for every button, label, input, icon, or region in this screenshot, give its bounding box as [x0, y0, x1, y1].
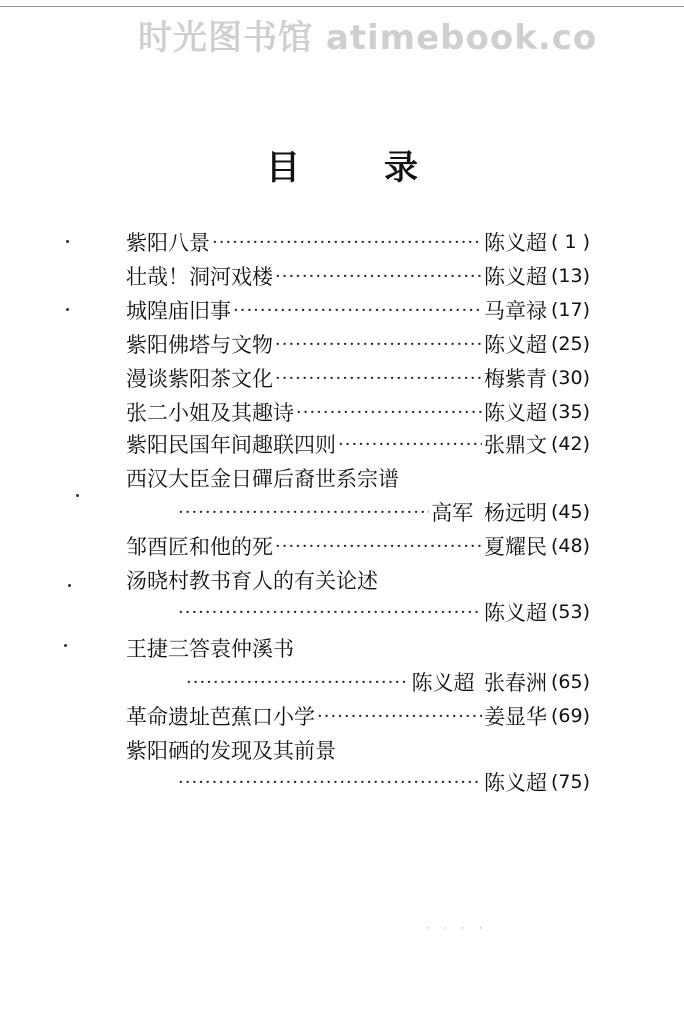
toc-entry-continuation: [176, 496, 590, 528]
entry-title: 城隍庙旧事: [126, 299, 231, 323]
leader-dots: [275, 334, 482, 355]
watermark: 时光图书馆 atimebook.co: [138, 18, 598, 58]
entry-page: (45): [550, 501, 590, 523]
entry-title: 紫阳佛塔与文物: [126, 333, 273, 357]
entry-title: 紫阳八景: [126, 231, 210, 255]
scan-artifact: · · · ·: [426, 924, 489, 934]
leader-dots: [178, 602, 482, 623]
entry-page: (69): [550, 705, 590, 727]
top-rule: [0, 6, 684, 7]
leader-dots: [212, 232, 482, 253]
entry-author: 陈义超: [483, 333, 547, 357]
entry-title: 紫阳民国年间趣联四则: [126, 433, 336, 457]
entry-author-2: 张春洲: [483, 671, 547, 695]
toc-entry-title-line: [126, 462, 590, 494]
scan-speck: [76, 494, 79, 497]
scan-speck: [68, 584, 71, 587]
toc-entry-continuation: [176, 766, 590, 798]
entry-author: 陈义超: [483, 401, 547, 425]
leader-dots: [275, 266, 482, 287]
leader-dots: [338, 434, 482, 455]
toc-entry: [126, 428, 590, 460]
leader-dots: [296, 402, 482, 423]
entry-author: 高军: [431, 501, 474, 525]
leader-dots: [178, 502, 429, 523]
toc-entry: [126, 362, 590, 394]
toc-entry: [126, 530, 590, 562]
scan-speck: [66, 308, 69, 311]
entry-author-2: 杨远明: [483, 501, 547, 525]
entry-author: 陈义超: [483, 601, 547, 625]
entry-title: 壮哉！洞河戏楼: [126, 265, 273, 289]
entry-author: 姜显华: [483, 705, 547, 729]
toc-entry: [126, 260, 590, 292]
entry-page: (13): [550, 265, 590, 287]
entry-title: 漫谈紫阳茶文化: [126, 367, 273, 391]
entry-author: 夏耀民: [483, 535, 547, 559]
entry-author: 梅紫青: [483, 367, 547, 391]
page-title: [0, 140, 684, 189]
entry-title: 西汉大臣金日磾后裔世系宗谱: [126, 467, 399, 491]
entry-title: 邹酉匠和他的死: [126, 535, 273, 559]
entry-page: (35): [550, 401, 590, 423]
entry-title: 汤晓村教书育人的有关论述: [126, 569, 378, 593]
scan-speck: [66, 240, 69, 243]
toc-entry-title-line: [126, 564, 590, 596]
entry-page: (30): [550, 367, 590, 389]
leader-dots: [186, 672, 409, 693]
toc-entry: [126, 700, 590, 732]
entry-author: 陈义超: [411, 671, 475, 695]
leader-dots: [317, 706, 482, 727]
leader-dots: [275, 536, 482, 557]
entry-page: (48): [550, 535, 590, 557]
toc-entry: [126, 226, 590, 258]
leader-dots: [178, 772, 482, 793]
title-char-1: 目: [266, 148, 300, 188]
toc-entry-continuation: [184, 666, 590, 698]
entry-title: 张二小姐及其趣诗: [126, 401, 294, 425]
toc-entry-title-line: [126, 734, 590, 766]
entry-page: ( 1 ): [551, 231, 590, 253]
toc-entry-title-line: [126, 632, 590, 664]
toc-entry: [126, 328, 590, 360]
toc-entry-continuation: [176, 596, 590, 628]
entry-author: 陈义超: [484, 231, 547, 255]
entry-title: 王捷三答袁仲溪书: [126, 637, 294, 661]
entry-title: 紫阳硒的发现及其前景: [126, 739, 336, 763]
toc-entry: [126, 294, 590, 326]
entry-page: (75): [550, 771, 590, 793]
entry-author: 陈义超: [483, 771, 547, 795]
entry-page: (17): [550, 299, 590, 321]
entry-page: (53): [550, 601, 590, 623]
entry-author: 马章禄: [483, 299, 547, 323]
entry-page: (65): [550, 671, 590, 693]
scan-speck: [64, 644, 67, 647]
toc-entry: [126, 396, 590, 428]
entry-author: 张鼎文: [483, 433, 547, 457]
leader-dots: [275, 368, 482, 389]
entry-page: (25): [550, 333, 590, 355]
entry-author: 陈义超: [483, 265, 547, 289]
entry-page: (42): [550, 433, 590, 455]
entry-title: 革命遗址芭蕉口小学: [126, 705, 315, 729]
leader-dots: [233, 300, 482, 321]
title-char-2: 录: [384, 148, 418, 188]
